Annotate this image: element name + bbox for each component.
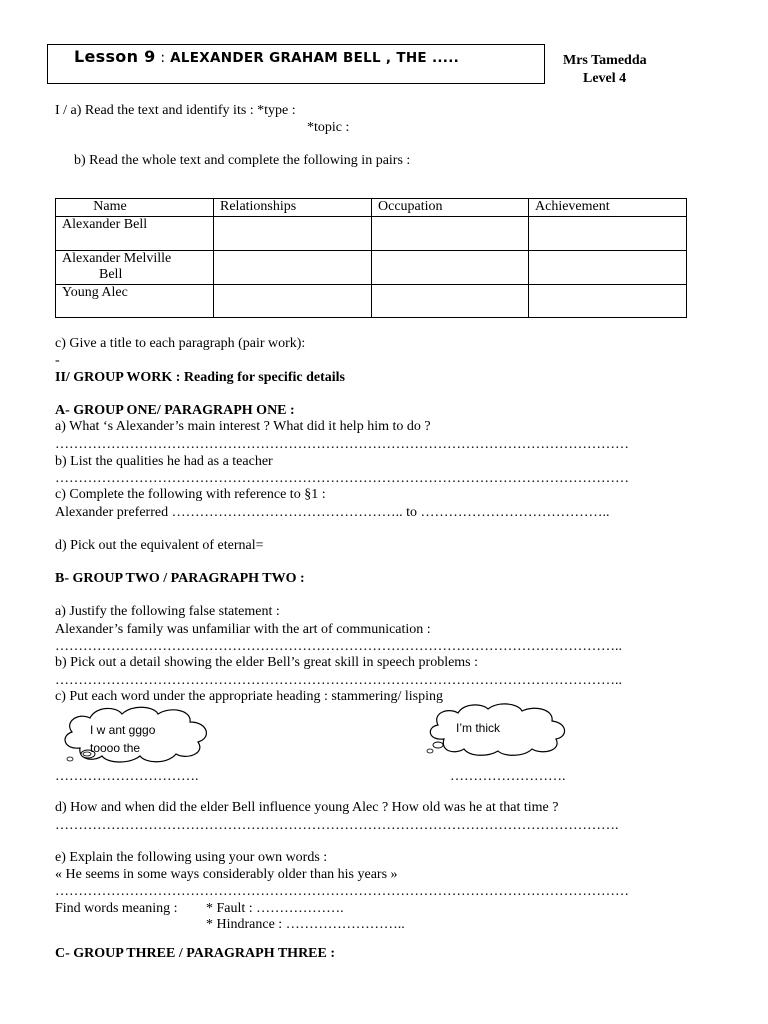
group-b-question-a: a) Justify the following false statement : bbox=[55, 604, 280, 619]
answer-line[interactable]: …………………………………………………………………………………………………………… bbox=[55, 471, 629, 486]
group-b-statement: Alexander’s family was unfamiliar with the art of communication : bbox=[55, 622, 431, 637]
lesson-subject: ALEXANDER GRAHAM BELL , THE ..... bbox=[170, 50, 460, 66]
table-cell-name bbox=[56, 251, 214, 285]
cloud-text-stammer-2: toooo the bbox=[90, 741, 141, 753]
group-a-question-c-line[interactable]: Alexander preferred ………………………………………….. to ………………………………….. bbox=[55, 505, 610, 520]
title-separator: : bbox=[155, 50, 171, 66]
word-hindrance[interactable]: * Hindrance : …………………….. bbox=[206, 917, 405, 932]
table-row bbox=[56, 251, 687, 285]
table-header-achievement: Achievement bbox=[529, 199, 687, 217]
cloud-text-stammer-1: I w ant gggo bbox=[90, 723, 156, 737]
answer-line-lisping[interactable]: ……………………. bbox=[450, 769, 566, 784]
question-1a: I / a) Read the text and identify its : *type : bbox=[55, 103, 296, 118]
question-1a-topic: *topic : bbox=[307, 120, 350, 135]
table-header-name: Name bbox=[56, 199, 214, 217]
group-b-question-b: b) Pick out a detail showing the elder Bell’s great skill in speech problems : bbox=[55, 655, 479, 670]
answer-line[interactable]: …………………………………………………………………………………………………………… bbox=[55, 884, 629, 899]
group-a-question-b: b) List the qualities he had as a teacher bbox=[55, 454, 273, 469]
cloud-text-lisp: I’m thick bbox=[456, 721, 501, 735]
table-cell-empty[interactable] bbox=[372, 251, 529, 285]
table-cell-empty[interactable] bbox=[372, 217, 529, 251]
group-b-heading: B- GROUP TWO / PARAGRAPH TWO : bbox=[55, 571, 305, 586]
question-1b: b) Read the whole text and complete the following in pairs : bbox=[74, 153, 411, 168]
answer-line[interactable]: ………………………………………………………………………………………………………….. bbox=[55, 673, 622, 688]
section-2-heading: II/ GROUP WORK : Reading for specific details bbox=[55, 370, 345, 385]
characters-table bbox=[55, 198, 687, 318]
table-cell-empty[interactable] bbox=[372, 285, 529, 318]
table-cell-empty[interactable] bbox=[214, 217, 372, 251]
table-cell-empty[interactable] bbox=[529, 217, 687, 251]
answer-line[interactable]: …………………………………………………………………………………………………………. bbox=[55, 818, 619, 833]
answer-line-stammering[interactable]: …………………………. bbox=[55, 769, 199, 784]
group-b-question-e: e) Explain the following using your own words : bbox=[55, 850, 328, 865]
table-cell-empty[interactable] bbox=[214, 251, 372, 285]
word-fault[interactable]: * Fault : ………………. bbox=[206, 901, 344, 916]
find-words-label: Find words meaning : bbox=[55, 901, 178, 916]
question-1c: c) Give a title to each paragraph (pair work): bbox=[55, 336, 306, 351]
lesson-title-box bbox=[47, 44, 545, 84]
table-row bbox=[56, 285, 687, 318]
table-header-occupation: Occupation bbox=[372, 199, 529, 217]
table-cell-name: Young Alec bbox=[56, 285, 214, 318]
group-a-question-c: c) Complete the following with reference to §1 : bbox=[55, 487, 326, 502]
group-b-question-d: d) How and when did the elder Bell influence young Alec ? How old was he at that time ? bbox=[55, 800, 559, 815]
group-b-question-c: c) Put each word under the appropriate heading : stammering/ lisping bbox=[55, 689, 444, 704]
group-b-quote: « He seems in some ways considerably older than his years » bbox=[55, 867, 398, 882]
group-a-heading: A- GROUP ONE/ PARAGRAPH ONE : bbox=[55, 403, 295, 418]
lesson-number: Lesson 9 bbox=[74, 47, 156, 66]
lesson-title bbox=[74, 47, 459, 66]
answer-line[interactable]: …………………………………………………………………………………………………………… bbox=[55, 437, 629, 452]
name-line-1: Alexander Melville bbox=[62, 251, 172, 266]
answer-dash: - bbox=[55, 353, 60, 368]
name-line-2: Bell bbox=[99, 267, 123, 282]
group-a-question-d: d) Pick out the equivalent of eternal= bbox=[55, 538, 264, 553]
table-cell-name: Alexander Bell bbox=[56, 217, 214, 251]
table-header-row bbox=[56, 199, 687, 217]
class-level: Level 4 bbox=[583, 71, 627, 86]
table-header-relationships: Relationships bbox=[214, 199, 372, 217]
group-c-heading: C- GROUP THREE / PARAGRAPH THREE : bbox=[55, 946, 336, 961]
group-a-question-a: a) What ‘s Alexander’s main interest ? What did it help him to do ? bbox=[55, 419, 431, 434]
table-cell-empty[interactable] bbox=[529, 285, 687, 318]
answer-line[interactable]: ………………………………………………………………………………………………………….. bbox=[55, 639, 622, 654]
table-row bbox=[56, 217, 687, 251]
teacher-name: Mrs Tamedda bbox=[563, 53, 647, 68]
table-cell-empty[interactable] bbox=[214, 285, 372, 318]
table-cell-empty[interactable] bbox=[529, 251, 687, 285]
